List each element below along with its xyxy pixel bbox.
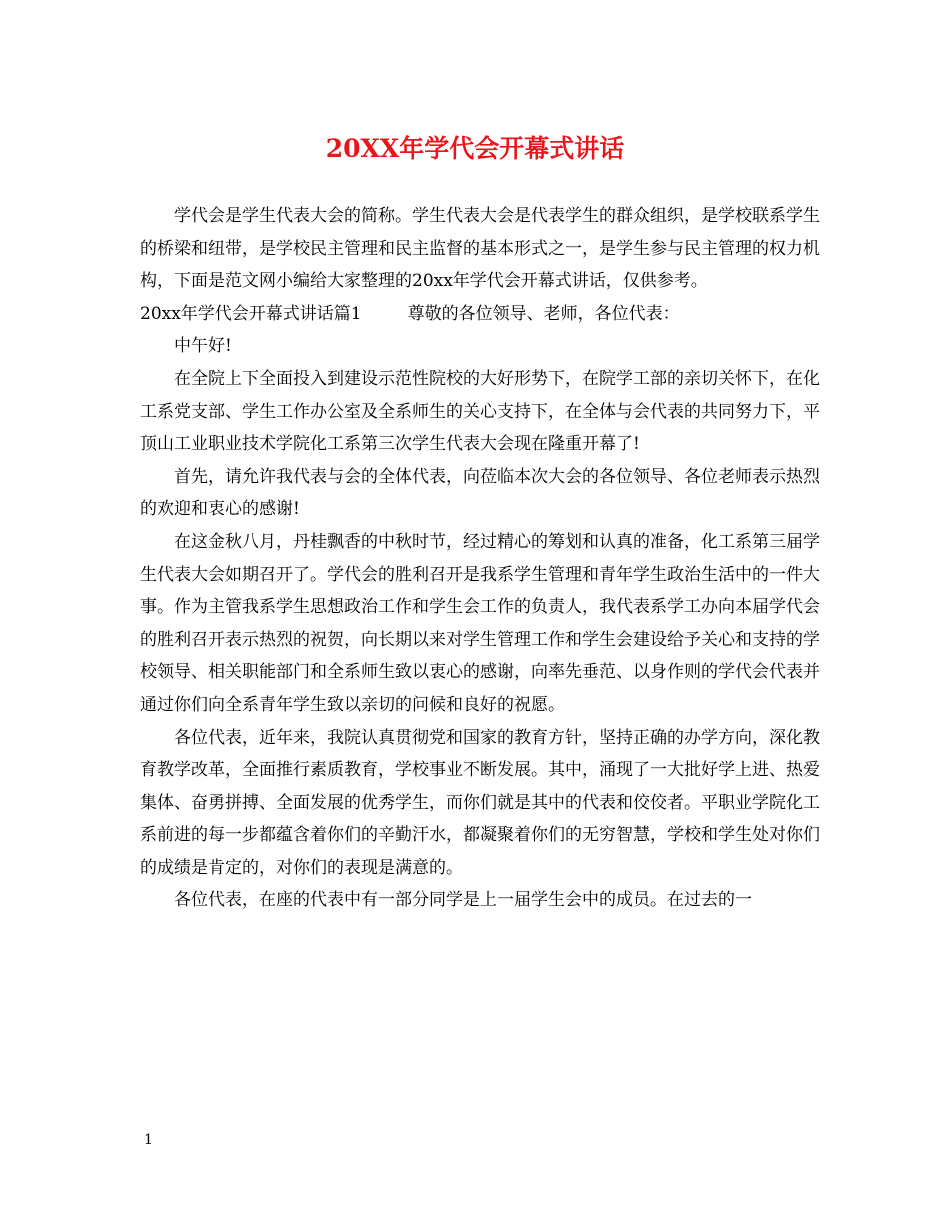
intro-paragraph: 学代会是学生代表大会的简称。学生代表大会是代表学生的群众组织，是学校联系学生的桥梁和纽带，是学校民主管理和民主监督的基本形式之一，是学生参与民主管理的权力机构，下面是范文网小编给大家整理的20xx年学代会开幕式讲话，仅供参考。: [140, 206, 820, 292]
speech-paragraph: 各位代表，近年来，我院认真贯彻党和国家的教育方针，坚持正确的办学方向，深化教育教学改革，全面推行素质教育，学校事业不断发展。其中，涌现了一大批好学上进、热爱集体、奋勇拼搏、全面发展的优秀学生，而你们就是其中的代表和佼佼者。平职业学院化工系前进的每一步都蕴含着你们的辛勤汗水，都凝聚着你们的无穷智慧，学校和学生处对你们的成绩是肯定的，对你们的表现是满意的。: [140, 727, 820, 878]
document-title: 20XX年学代会开幕式讲话: [325, 134, 625, 163]
page-number: 1: [144, 1132, 153, 1148]
salutation: 尊敬的各位领导、老师，各位代表：: [407, 303, 680, 324]
greeting: 中午好!: [174, 336, 232, 357]
speech-paragraph: 各位代表，在座的代表中有一部分同学是上一届学生会中的成员。在过去的一: [174, 890, 752, 911]
speech-paragraph: 在这金秋八月，丹桂飘香的中秋时节，经过精心的筹划和认真的准备，化工系第三届学生代表大会如期召开了。学代会的胜利召开是我系学生管理和青年学生政治生活中的一件大事。作为主管我系学生思想政治工作和学生会工作的负责人，我代表系学工办向本届学代会的胜利召开表示热烈的祝贺，向长期以来对学生管理工作和学生会建设给予关心和支持的学校领导、相关职能部门和全系师生致以衷心的感谢，向率先垂范、以身作则的学代会代表并通过你们向全系青年学生致以亲切的问候和良好的祝愿。: [140, 531, 820, 715]
speech-paragraph: 在全院上下全面投入到建设示范性院校的大好形势下，在院学工部的亲切关怀下，在化工系党支部、学生工作办公室及全系师生的关心支持下，在全体与会代表的共同努力下，平顶山工业职业技术学院化工系第三次学生代表大会现在隆重开幕了!: [140, 368, 820, 455]
section-heading: 20xx年学代会开幕式讲话篇1: [140, 303, 362, 324]
document-body: [140, 200, 820, 917]
speech-paragraph: 首先，请允许我代表与会的全体代表，向莅临本次大会的各位领导、各位老师表示热烈的欢迎和衷心的感谢!: [140, 466, 820, 520]
section-heading-line: [140, 298, 820, 331]
